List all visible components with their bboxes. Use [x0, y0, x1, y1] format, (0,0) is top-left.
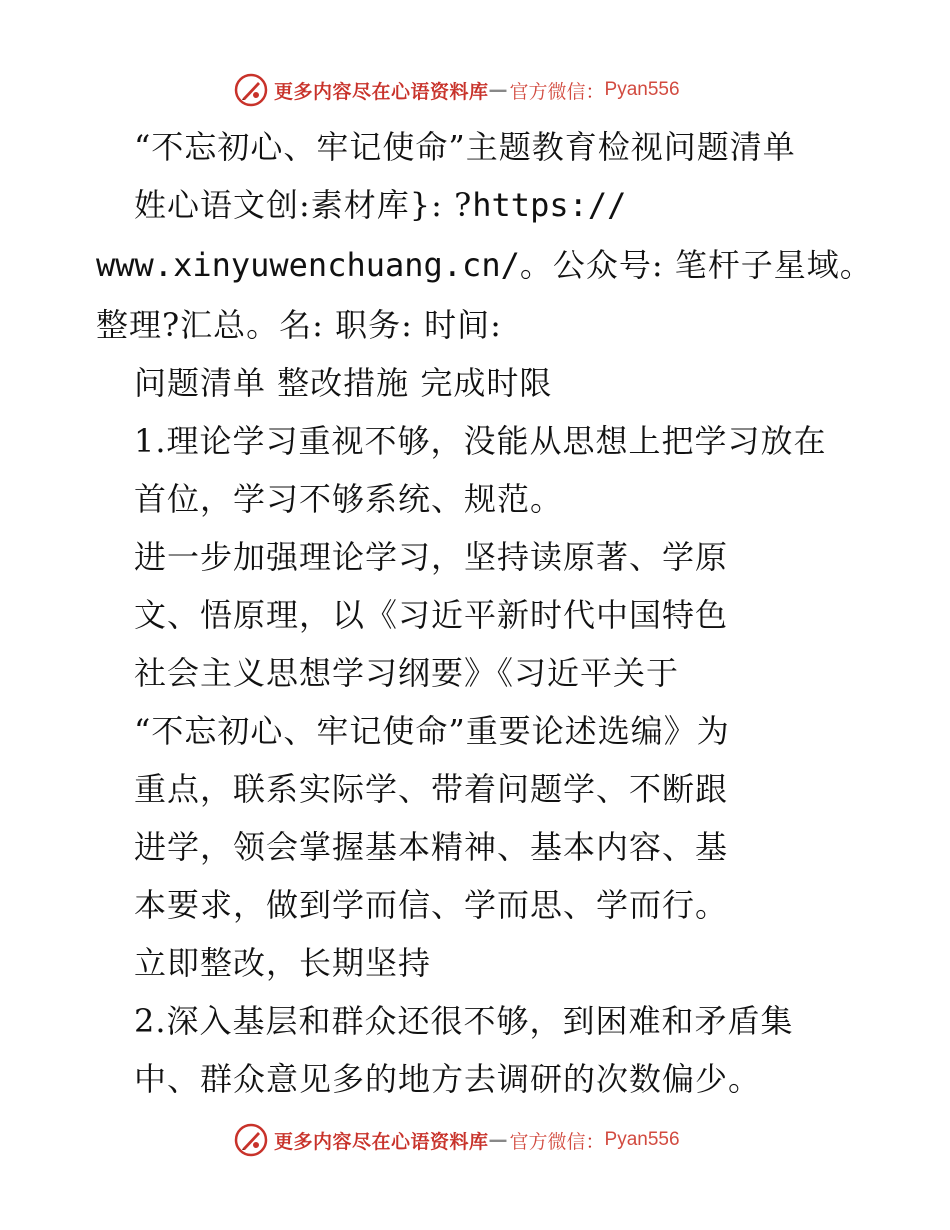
source-line — [134, 176, 626, 234]
banner-slogan: 更多内容尽在心语资料库 — [274, 1130, 489, 1153]
source-url[interactable]: www.xinyuwenchuang.cn/ — [96, 246, 520, 284]
item1-measure: “不忘初心、牢记使命”重要论述选编》为 — [134, 712, 730, 750]
table-header: 问题清单 整改措施 完成时限 — [134, 364, 553, 402]
item1-problem-cont: 首位，学习不够系统、规范。 — [134, 480, 564, 518]
item1-deadline: 立即整改，长期坚持 — [134, 944, 432, 982]
item1-measure: 重点，联系实际学、带着问题学、不断跟 — [134, 770, 729, 808]
banner-slogan: 更多内容尽在心语资料库 — [274, 80, 489, 103]
item1-measure: 进学，领会掌握基本精神、基本内容、基 — [134, 828, 729, 866]
item1-problem: 1.理论学习重视不够，没能从思想上把学习放在 — [134, 422, 827, 460]
banner-colon: ： — [585, 1130, 605, 1153]
banner-account: Pyan556 — [604, 1129, 680, 1150]
footer-banner — [234, 1122, 680, 1158]
item1-measure: 本要求，做到学而信、学而思、学而行。 — [134, 886, 729, 924]
header-banner — [234, 72, 680, 108]
quill-seal-icon — [234, 1123, 268, 1157]
item2-problem-cont: 中、群众意见多的地方去调研的次数偏少。 — [134, 1060, 762, 1098]
source-text: 姓心语文创:素材库}: ? — [134, 186, 473, 224]
banner-account: Pyan556 — [604, 79, 680, 100]
document-title: “不忘初心、牢记使命”主题教育检视问题清单 — [134, 128, 796, 166]
source-url-prefix: https:// — [472, 186, 627, 224]
banner-wechat-label: 官方微信 — [509, 1130, 586, 1153]
item1-measure: 文、悟原理，以《习近平新时代中国特色 — [134, 596, 729, 634]
source-account: 。公众号: 笔杆子星域。 — [519, 246, 873, 284]
source-url-line — [96, 236, 873, 294]
banner-separator: — — [488, 1129, 508, 1151]
banner-colon: ： — [585, 80, 605, 103]
item1-measure: 进一步加强理论学习，坚持读原著、学原 — [134, 538, 729, 576]
item1-measure: 社会主义思想学习纲要》《习近平关于 — [134, 654, 680, 692]
banner-separator: — — [488, 79, 508, 101]
item2-problem: 2.深入基层和群众还很不够，到困难和矛盾集 — [134, 1002, 794, 1040]
banner-wechat-label: 官方微信 — [509, 80, 586, 103]
quill-seal-icon — [234, 73, 268, 107]
meta-fields: 整理?汇总。名: 职务: 时间: — [96, 306, 502, 344]
